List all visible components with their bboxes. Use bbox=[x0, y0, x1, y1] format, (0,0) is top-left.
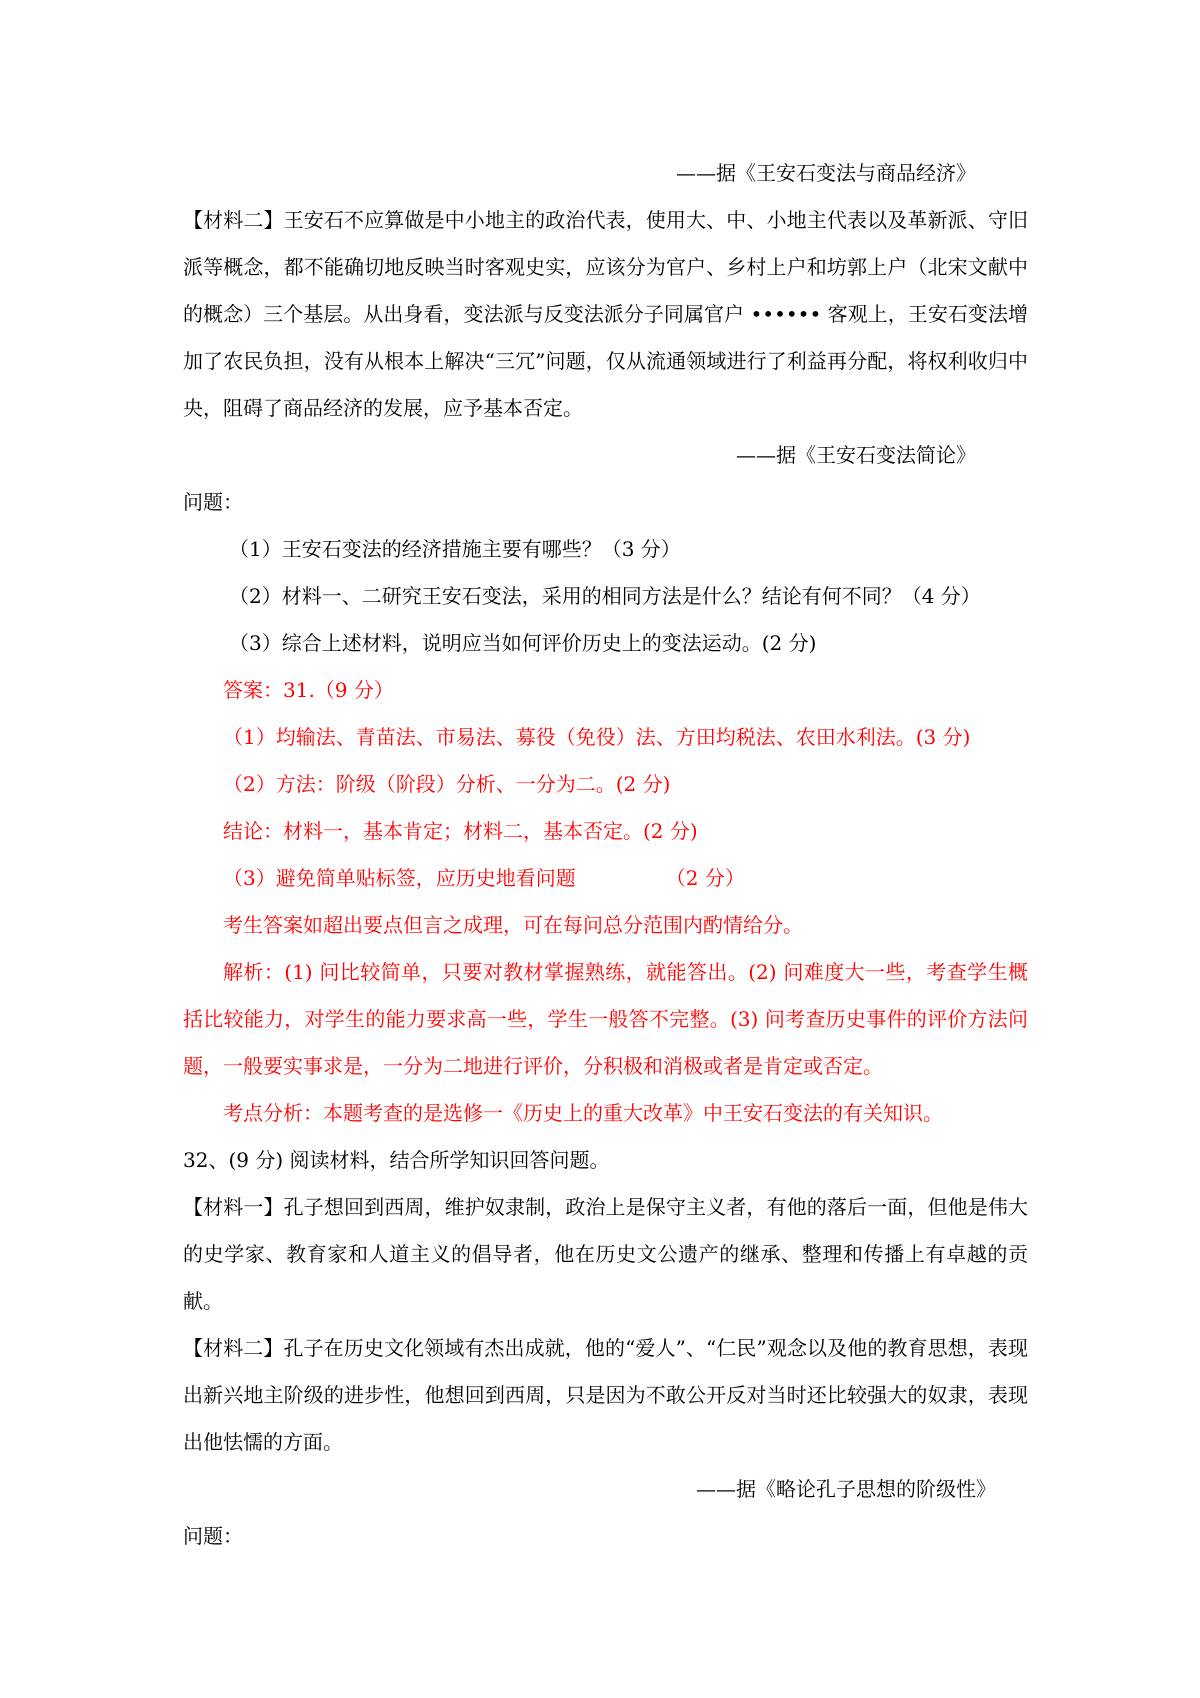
question-1: （1）王安石变法的经济措施主要有哪些？（3 分） bbox=[229, 537, 681, 561]
source-citation-2: ——据《王安石变法简论》 bbox=[736, 443, 976, 467]
source-citation-3: ——据《略论孔子思想的阶级性》 bbox=[696, 1477, 996, 1501]
answer-title: 答案：31.（9 分） bbox=[223, 678, 394, 702]
answer-3-text: （3）避免简单贴标签，应历史地看问题 bbox=[223, 866, 576, 890]
answer-2-conclusion: 结论：材料一，基本肯定；材料二，基本否定。(2 分) bbox=[223, 819, 698, 843]
q32-material-2: 【材料二】孔子在历史文化领域有杰出成就，他的“爱人”、“仁民”观念以及他的教育思想，表现出新兴地主阶级的进步性，他想回到西周，只是因为不敢公开反对当时还比较强大的奴隶，表现出他怯懦的方面。 bbox=[183, 1336, 1028, 1454]
q32-material-1: 【材料一】孔子想回到西周，维护奴隶制，政治上是保守主义者，有他的落后一面，但他是伟大的史学家、教育家和人道主义的倡导者，他在历史文公遗产的继承、整理和传播上有卓越的贡献。 bbox=[183, 1195, 1028, 1313]
analysis-paragraph: 解析：(1) 问比较简单，只要对教材掌握熟练，就能答出。(2) 问难度大一些，考查学生概括比较能力，对学生的能力要求高一些，学生一般答不完整。(3) 问考查历史事件的评价方法问题，一般要实事求是，一分为二地进行评价，分积极和消极或者是肯定或否定。 bbox=[183, 960, 1028, 1078]
question-2: （2）材料一、二研究王安石变法，采用的相同方法是什么？结论有何不同？（4 分） bbox=[229, 584, 981, 608]
questions-label: 问题： bbox=[183, 490, 243, 514]
answer-3-score: （2 分） bbox=[665, 866, 745, 890]
answer-note: 考生答案如超出要点但言之成理，可在每问总分范围内酌情给分。 bbox=[223, 913, 803, 937]
document-page bbox=[183, 150, 1028, 1560]
answer-2: （2）方法：阶级（阶段）分析、一分为二。(2 分) bbox=[223, 772, 671, 796]
material-2-paragraph: 【材料二】王安石不应算做是中小地主的政治代表，使用大、中、小地主代表以及革新派、守旧派等概念，都不能确切地反映当时客观史实，应该分为官户、乡村上户和坊郭上户（北宋文献中的概念）三个基层。从出身看，变法派与反变法派分子同属官户 •••••• 客观上，王安石变法增加了农民负担，没有从根本上解决“三冗”问题，仅从流通领域进行了利益再分配，将权利收归中央，阻碍了商品经济的发展，应予基本否定。 bbox=[183, 208, 1028, 420]
source-citation-1: ——据《王安石变法与商品经济》 bbox=[676, 161, 976, 185]
answer-1: （1）均输法、青苗法、市易法、募役（免役）法、方田均税法、农田水利法。(3 分) bbox=[223, 725, 971, 749]
questions-label-2: 问题： bbox=[183, 1524, 243, 1548]
question-32-title: 32、(9 分) 阅读材料，结合所学知识回答问题。 bbox=[183, 1148, 610, 1172]
key-points: 考点分析：本题考查的是选修一《历史上的重大改革》中王安石变法的有关知识。 bbox=[223, 1101, 943, 1125]
answer-3 bbox=[183, 855, 1028, 902]
question-3: （3）综合上述材料，说明应当如何评价历史上的变法运动。(2 分) bbox=[229, 631, 817, 655]
